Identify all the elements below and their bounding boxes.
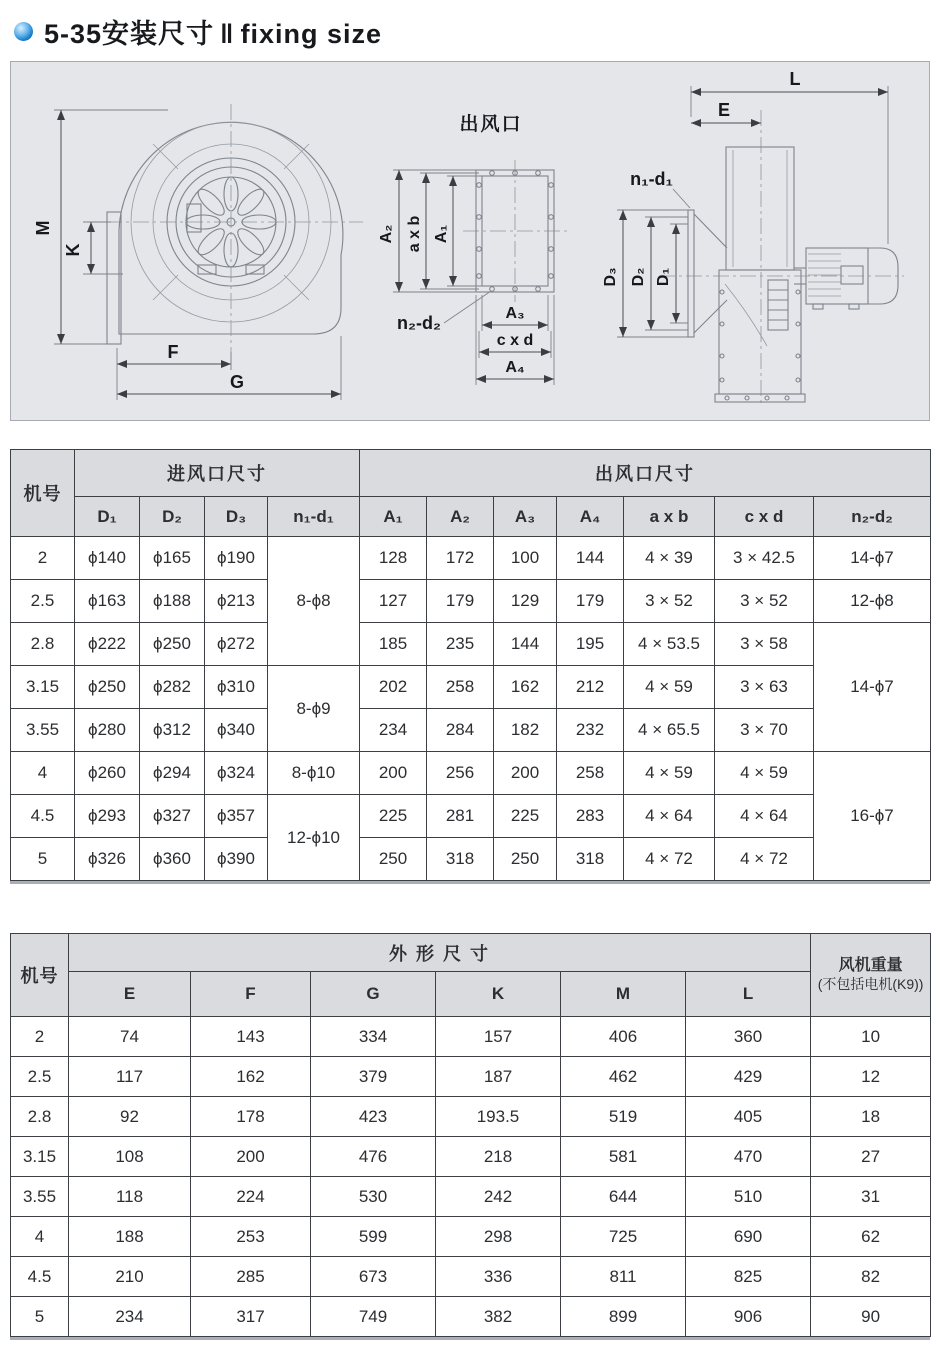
group-header-inlet-dimensions: 进风口尺寸 [75,450,360,497]
cell-weight: 62 [811,1217,931,1257]
cell-a2: 179 [427,580,494,623]
cell-machine-no: 3.55 [11,709,75,752]
fan-front-view-drawing [33,104,363,400]
cell-k: 242 [436,1177,561,1217]
col-header-machine-no: 机号 [11,450,75,537]
cell-machine-no: 4 [11,752,75,795]
external-dimension-table-wrap [10,933,930,1340]
cell-cxd: 3 × 70 [715,709,814,752]
col-header-a4: A₄ [557,497,624,537]
col-header-machine-no: 机号 [11,934,69,1017]
cell-a3: 162 [494,666,557,709]
col-header-g: G [311,972,436,1017]
cell-f: 224 [191,1177,311,1217]
cell-m: 725 [561,1217,686,1257]
cell-m: 899 [561,1297,686,1337]
dim-label-A1: A₁ [433,224,450,244]
cell-n1d1: 8-ϕ8 [268,537,360,666]
cell-d3: ϕ357 [205,795,268,838]
cell-n2d2: 14-ϕ7 [814,623,931,752]
cell-a1: 234 [360,709,427,752]
table-row [11,709,931,752]
cell-f: 162 [191,1057,311,1097]
dim-label-K: K [63,243,83,257]
cell-machine-no: 3.15 [11,666,75,709]
cell-machine-no: 4.5 [11,1257,69,1297]
col-header-a2: A₂ [427,497,494,537]
cell-e: 92 [69,1097,191,1137]
cell-a3: 225 [494,795,557,838]
table-row [11,838,931,881]
dim-label-A4: A₄ [505,359,525,376]
col-header-d2: D₂ [140,497,205,537]
cell-axb: 4 × 72 [624,838,715,881]
cell-e: 234 [69,1297,191,1337]
cell-m: 519 [561,1097,686,1137]
catalog-page [10,0,930,1340]
cell-a3: 200 [494,752,557,795]
cell-weight: 27 [811,1137,931,1177]
table-row [11,1297,931,1337]
cell-machine-no: 2.8 [11,623,75,666]
cell-n1d1: 12-ϕ10 [268,795,360,881]
cell-a4: 195 [557,623,624,666]
cell-d2: ϕ282 [140,666,205,709]
cell-e: 74 [69,1017,191,1057]
outlet-view-title: 出风口 [459,114,523,135]
dim-label-cxd: c x d [496,332,534,349]
col-header-cxd: c x d [715,497,814,537]
cell-axb: 4 × 59 [624,752,715,795]
cell-g: 379 [311,1057,436,1097]
fan-weight-label: 风机重量 [838,957,903,975]
cell-machine-no: 2 [11,1017,69,1057]
dim-label-D2: D₂ [630,267,647,287]
page-title [44,12,382,51]
table1-group-header-row [11,450,931,497]
cell-d2: ϕ165 [140,537,205,580]
table-row [11,1217,931,1257]
cell-a3: 144 [494,623,557,666]
cell-f: 143 [191,1017,311,1057]
cell-f: 317 [191,1297,311,1337]
col-header-a1: A₁ [360,497,427,537]
cell-cxd: 4 × 72 [715,838,814,881]
inlet-outlet-dimension-table-wrap [10,449,930,884]
fan-weight-note: (不包括电机(K9)) [817,976,924,993]
cell-a1: 185 [360,623,427,666]
cell-a4: 144 [557,537,624,580]
table-row [11,1177,931,1217]
cell-a4: 232 [557,709,624,752]
cell-n1d1: 8-ϕ9 [268,666,360,752]
cell-a1: 127 [360,580,427,623]
cell-e: 188 [69,1217,191,1257]
cell-a2: 281 [427,795,494,838]
cell-g: 530 [311,1177,436,1217]
dim-label-G: G [229,372,245,392]
cell-k: 382 [436,1297,561,1337]
cell-k: 187 [436,1057,561,1097]
dim-label-n1d1: n₁-d₁ [630,169,673,189]
cell-d2: ϕ327 [140,795,205,838]
cell-g: 749 [311,1297,436,1337]
cell-machine-no: 4.5 [11,795,75,838]
cell-d2: ϕ294 [140,752,205,795]
page-title-bar [10,8,930,61]
cell-weight: 31 [811,1177,931,1217]
cell-a2: 235 [427,623,494,666]
cell-a2: 284 [427,709,494,752]
cell-machine-no: 5 [11,1297,69,1337]
cell-axb: 3 × 52 [624,580,715,623]
dim-label-A2: A₂ [378,224,395,244]
cell-a2: 172 [427,537,494,580]
col-header-n1d1: n₁-d₁ [268,497,360,537]
cell-l: 690 [686,1217,811,1257]
cell-machine-no: 2.5 [11,1057,69,1097]
cell-d2: ϕ250 [140,623,205,666]
cell-machine-no: 3.15 [11,1137,69,1177]
cell-a4: 318 [557,838,624,881]
cell-d2: ϕ312 [140,709,205,752]
cell-l: 510 [686,1177,811,1217]
cell-f: 253 [191,1217,311,1257]
table-row [11,1017,931,1057]
cell-d3: ϕ190 [205,537,268,580]
cell-f: 200 [191,1137,311,1177]
cell-m: 462 [561,1057,686,1097]
cell-n1d1: 8-ϕ10 [268,752,360,795]
dim-label-D3: D₃ [602,267,619,287]
cell-e: 108 [69,1137,191,1177]
col-header-fan-weight [811,934,931,1017]
cell-g: 423 [311,1097,436,1137]
cell-d1: ϕ293 [75,795,140,838]
cell-l: 906 [686,1297,811,1337]
cell-weight: 90 [811,1297,931,1337]
cell-k: 336 [436,1257,561,1297]
cell-machine-no: 2 [11,537,75,580]
dim-label-M: M [33,220,53,236]
cell-d3: ϕ340 [205,709,268,752]
cell-k: 193.5 [436,1097,561,1137]
cell-d1: ϕ140 [75,537,140,580]
col-header-m: M [561,972,686,1017]
cell-e: 118 [69,1177,191,1217]
dim-label-A3: A₃ [505,305,525,322]
outlet-view-drawing [378,112,567,385]
group-header-outlet-dimensions: 出风口尺寸 [360,450,931,497]
table2-group-header-row [11,934,931,972]
cell-machine-no: 5 [11,838,75,881]
cell-d1: ϕ163 [75,580,140,623]
col-header-k: K [436,972,561,1017]
dim-label-axb: a x b [406,215,423,253]
col-header-a3: A₃ [494,497,557,537]
cell-weight: 18 [811,1097,931,1137]
blue-sphere-bullet-icon [14,22,33,41]
cell-a1: 200 [360,752,427,795]
dim-label-L: L [789,69,801,89]
col-header-e: E [69,972,191,1017]
dim-label-D1: D₁ [655,267,672,287]
cell-cxd: 3 × 42.5 [715,537,814,580]
cell-axb: 4 × 59 [624,666,715,709]
table-row [11,1137,931,1177]
cell-d3: ϕ390 [205,838,268,881]
group-header-external-dimensions: 外 形 尺 寸 [69,934,811,972]
table-row [11,666,931,709]
cell-n2d2: 12-ϕ8 [814,580,931,623]
cell-weight: 12 [811,1057,931,1097]
cell-d1: ϕ260 [75,752,140,795]
cell-cxd: 3 × 58 [715,623,814,666]
table-row [11,1057,931,1097]
dim-label-n2d2: n₂-d₂ [397,313,441,333]
cell-axb: 4 × 53.5 [624,623,715,666]
table-row [11,752,931,795]
cell-m: 406 [561,1017,686,1057]
table-row [11,1097,931,1137]
cell-cxd: 3 × 63 [715,666,814,709]
cell-g: 476 [311,1137,436,1177]
cell-e: 117 [69,1057,191,1097]
cell-a1: 128 [360,537,427,580]
cell-e: 210 [69,1257,191,1297]
table-row [11,623,931,666]
table-row [11,795,931,838]
cell-a4: 212 [557,666,624,709]
cell-weight: 82 [811,1257,931,1297]
fan-side-view-drawing [602,69,904,407]
cell-d3: ϕ310 [205,666,268,709]
cell-k: 218 [436,1137,561,1177]
dim-label-F: F [167,342,179,362]
cell-d1: ϕ280 [75,709,140,752]
cell-cxd: 4 × 64 [715,795,814,838]
cell-machine-no: 2.5 [11,580,75,623]
cell-n2d2: 16-ϕ7 [814,752,931,881]
table-row [11,1257,931,1297]
cell-d3: ϕ213 [205,580,268,623]
fan-dimension-drawings [11,62,929,420]
cell-a1: 225 [360,795,427,838]
cell-a3: 250 [494,838,557,881]
cell-d1: ϕ222 [75,623,140,666]
external-dimension-table [10,933,931,1337]
cell-k: 298 [436,1217,561,1257]
cell-machine-no: 3.55 [11,1177,69,1217]
cell-a4: 179 [557,580,624,623]
table-row [11,580,931,623]
cell-l: 429 [686,1057,811,1097]
cell-g: 673 [311,1257,436,1297]
cell-l: 470 [686,1137,811,1177]
cell-axb: 4 × 39 [624,537,715,580]
cell-a3: 129 [494,580,557,623]
col-header-d1: D₁ [75,497,140,537]
cell-m: 811 [561,1257,686,1297]
table1-column-header-row [11,497,931,537]
cell-d3: ϕ272 [205,623,268,666]
cell-l: 360 [686,1017,811,1057]
table2-column-header-row [11,972,931,1017]
table-row [11,537,931,580]
cell-f: 178 [191,1097,311,1137]
cell-a4: 258 [557,752,624,795]
cell-a2: 318 [427,838,494,881]
cell-a3: 182 [494,709,557,752]
cell-a4: 283 [557,795,624,838]
inlet-outlet-dimension-table [10,449,931,881]
cell-g: 599 [311,1217,436,1257]
cell-m: 581 [561,1137,686,1177]
cell-weight: 10 [811,1017,931,1057]
motor-drawing [794,248,898,309]
technical-drawing-panel [10,61,930,421]
cell-n2d2: 14-ϕ7 [814,537,931,580]
page-title-en: fixing size [240,19,383,49]
cell-axb: 4 × 64 [624,795,715,838]
cell-cxd: 3 × 52 [715,580,814,623]
col-header-n2d2: n₂-d₂ [814,497,931,537]
cell-l: 825 [686,1257,811,1297]
cell-g: 334 [311,1017,436,1057]
cell-k: 157 [436,1017,561,1057]
cell-f: 285 [191,1257,311,1297]
cell-machine-no: 2.8 [11,1097,69,1137]
cell-a1: 202 [360,666,427,709]
cell-cxd: 4 × 59 [715,752,814,795]
cell-a2: 256 [427,752,494,795]
col-header-axb: a x b [624,497,715,537]
cell-l: 405 [686,1097,811,1137]
page-title-zh: 5-35安装尺寸 [44,19,215,49]
cell-d2: ϕ188 [140,580,205,623]
cell-d1: ϕ326 [75,838,140,881]
cell-axb: 4 × 65.5 [624,709,715,752]
cell-d2: ϕ360 [140,838,205,881]
cell-a2: 258 [427,666,494,709]
col-header-l: L [686,972,811,1017]
col-header-d3: D₃ [205,497,268,537]
col-header-f: F [191,972,311,1017]
title-divider: ‖ [220,19,235,49]
dim-label-E: E [717,100,731,120]
cell-a1: 250 [360,838,427,881]
cell-machine-no: 4 [11,1217,69,1257]
cell-d3: ϕ324 [205,752,268,795]
cell-m: 644 [561,1177,686,1217]
cell-a3: 100 [494,537,557,580]
cell-d1: ϕ250 [75,666,140,709]
